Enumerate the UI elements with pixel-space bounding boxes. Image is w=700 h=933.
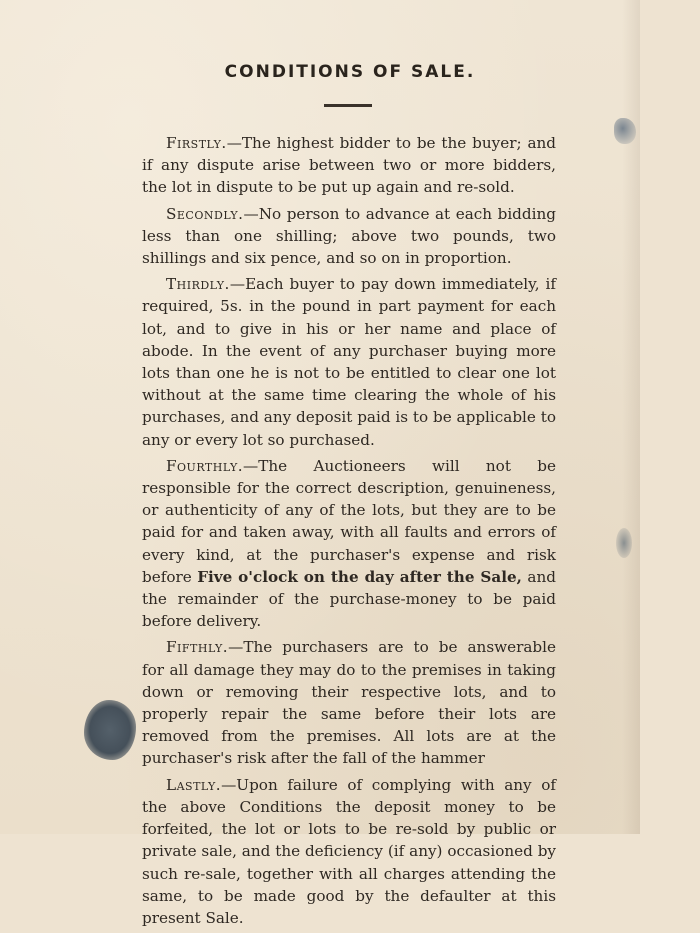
document-title: CONDITIONS OF SALE. [224, 62, 476, 82]
paragraph-text: —Each buyer to pay down immediately, if required, 5s. in the pound in part payment for each lot, and to give in his or her name and place of abode. In the event of any purchaser buying more lots than one he is not to be entitled to clear one lot without at the same time clearing the whole of his purchases, and any deposit paid is to be applicable to any or every lot so purchased. [142, 275, 556, 449]
conditions-body [142, 132, 556, 933]
edge-stain [614, 118, 636, 144]
paragraph-text: —Upon failure of complying with any of the above Conditions the deposit money to be forfeited, the lot or lots to be re-sold by public or private sale, and the deficiency (if any) occasioned by such re-sale, together with all charges attending the same, to be made good by the defaulter at this present Sale. [142, 775, 556, 927]
paragraph-text: —No person to advance at each bidding less than one shilling; above two pounds, two shillings and six pence, and so on in proportion. [142, 204, 556, 268]
title-rule [324, 104, 372, 107]
paragraph-text: —The purchasers are to be answerable for all damage they may do to the premises in taking down or removing their respective lots, and to properly repair the same before their lots are removed from the premises. All lots are at the purchaser's risk after the fall of the hammer [142, 638, 556, 768]
paragraph-text: —The highest bidder to be the buyer; and if any dispute arise between two or more bidders, the lot in dispute to be put up again and re-sold. [142, 134, 556, 197]
condition-paragraph-3 [142, 273, 556, 451]
paragraph-lead: Thirdly. [166, 275, 230, 294]
paragraph-lead: Fifthly. [166, 638, 229, 657]
paragraph-lead: Fourthly. [166, 456, 244, 475]
paragraph-lead: Lastly. [166, 775, 222, 794]
paragraph-text: —The Auctioneers will not be responsible for the correct description, genuineness, or authenticity of any of the lots, but they are to be paid for and taken away, with all faults and errors of every kind, at the purchaser's expense and risk before [142, 456, 556, 586]
paragraph-emphasis: Five o'clock on the day after the Sale, [197, 567, 522, 586]
condition-paragraph-5 [142, 636, 556, 769]
condition-paragraph-2 [142, 203, 556, 270]
condition-paragraph-1 [142, 132, 556, 199]
paragraph-lead: Firstly. [166, 134, 227, 152]
paragraph-lead: Secondly. [166, 204, 244, 223]
ink-stain [84, 700, 136, 760]
edge-stain [616, 528, 632, 558]
paragraph-text: and the remainder of the purchase-money to be paid before delivery. [142, 567, 556, 631]
condition-paragraph-4 [142, 455, 556, 633]
condition-paragraph-6 [142, 774, 556, 929]
